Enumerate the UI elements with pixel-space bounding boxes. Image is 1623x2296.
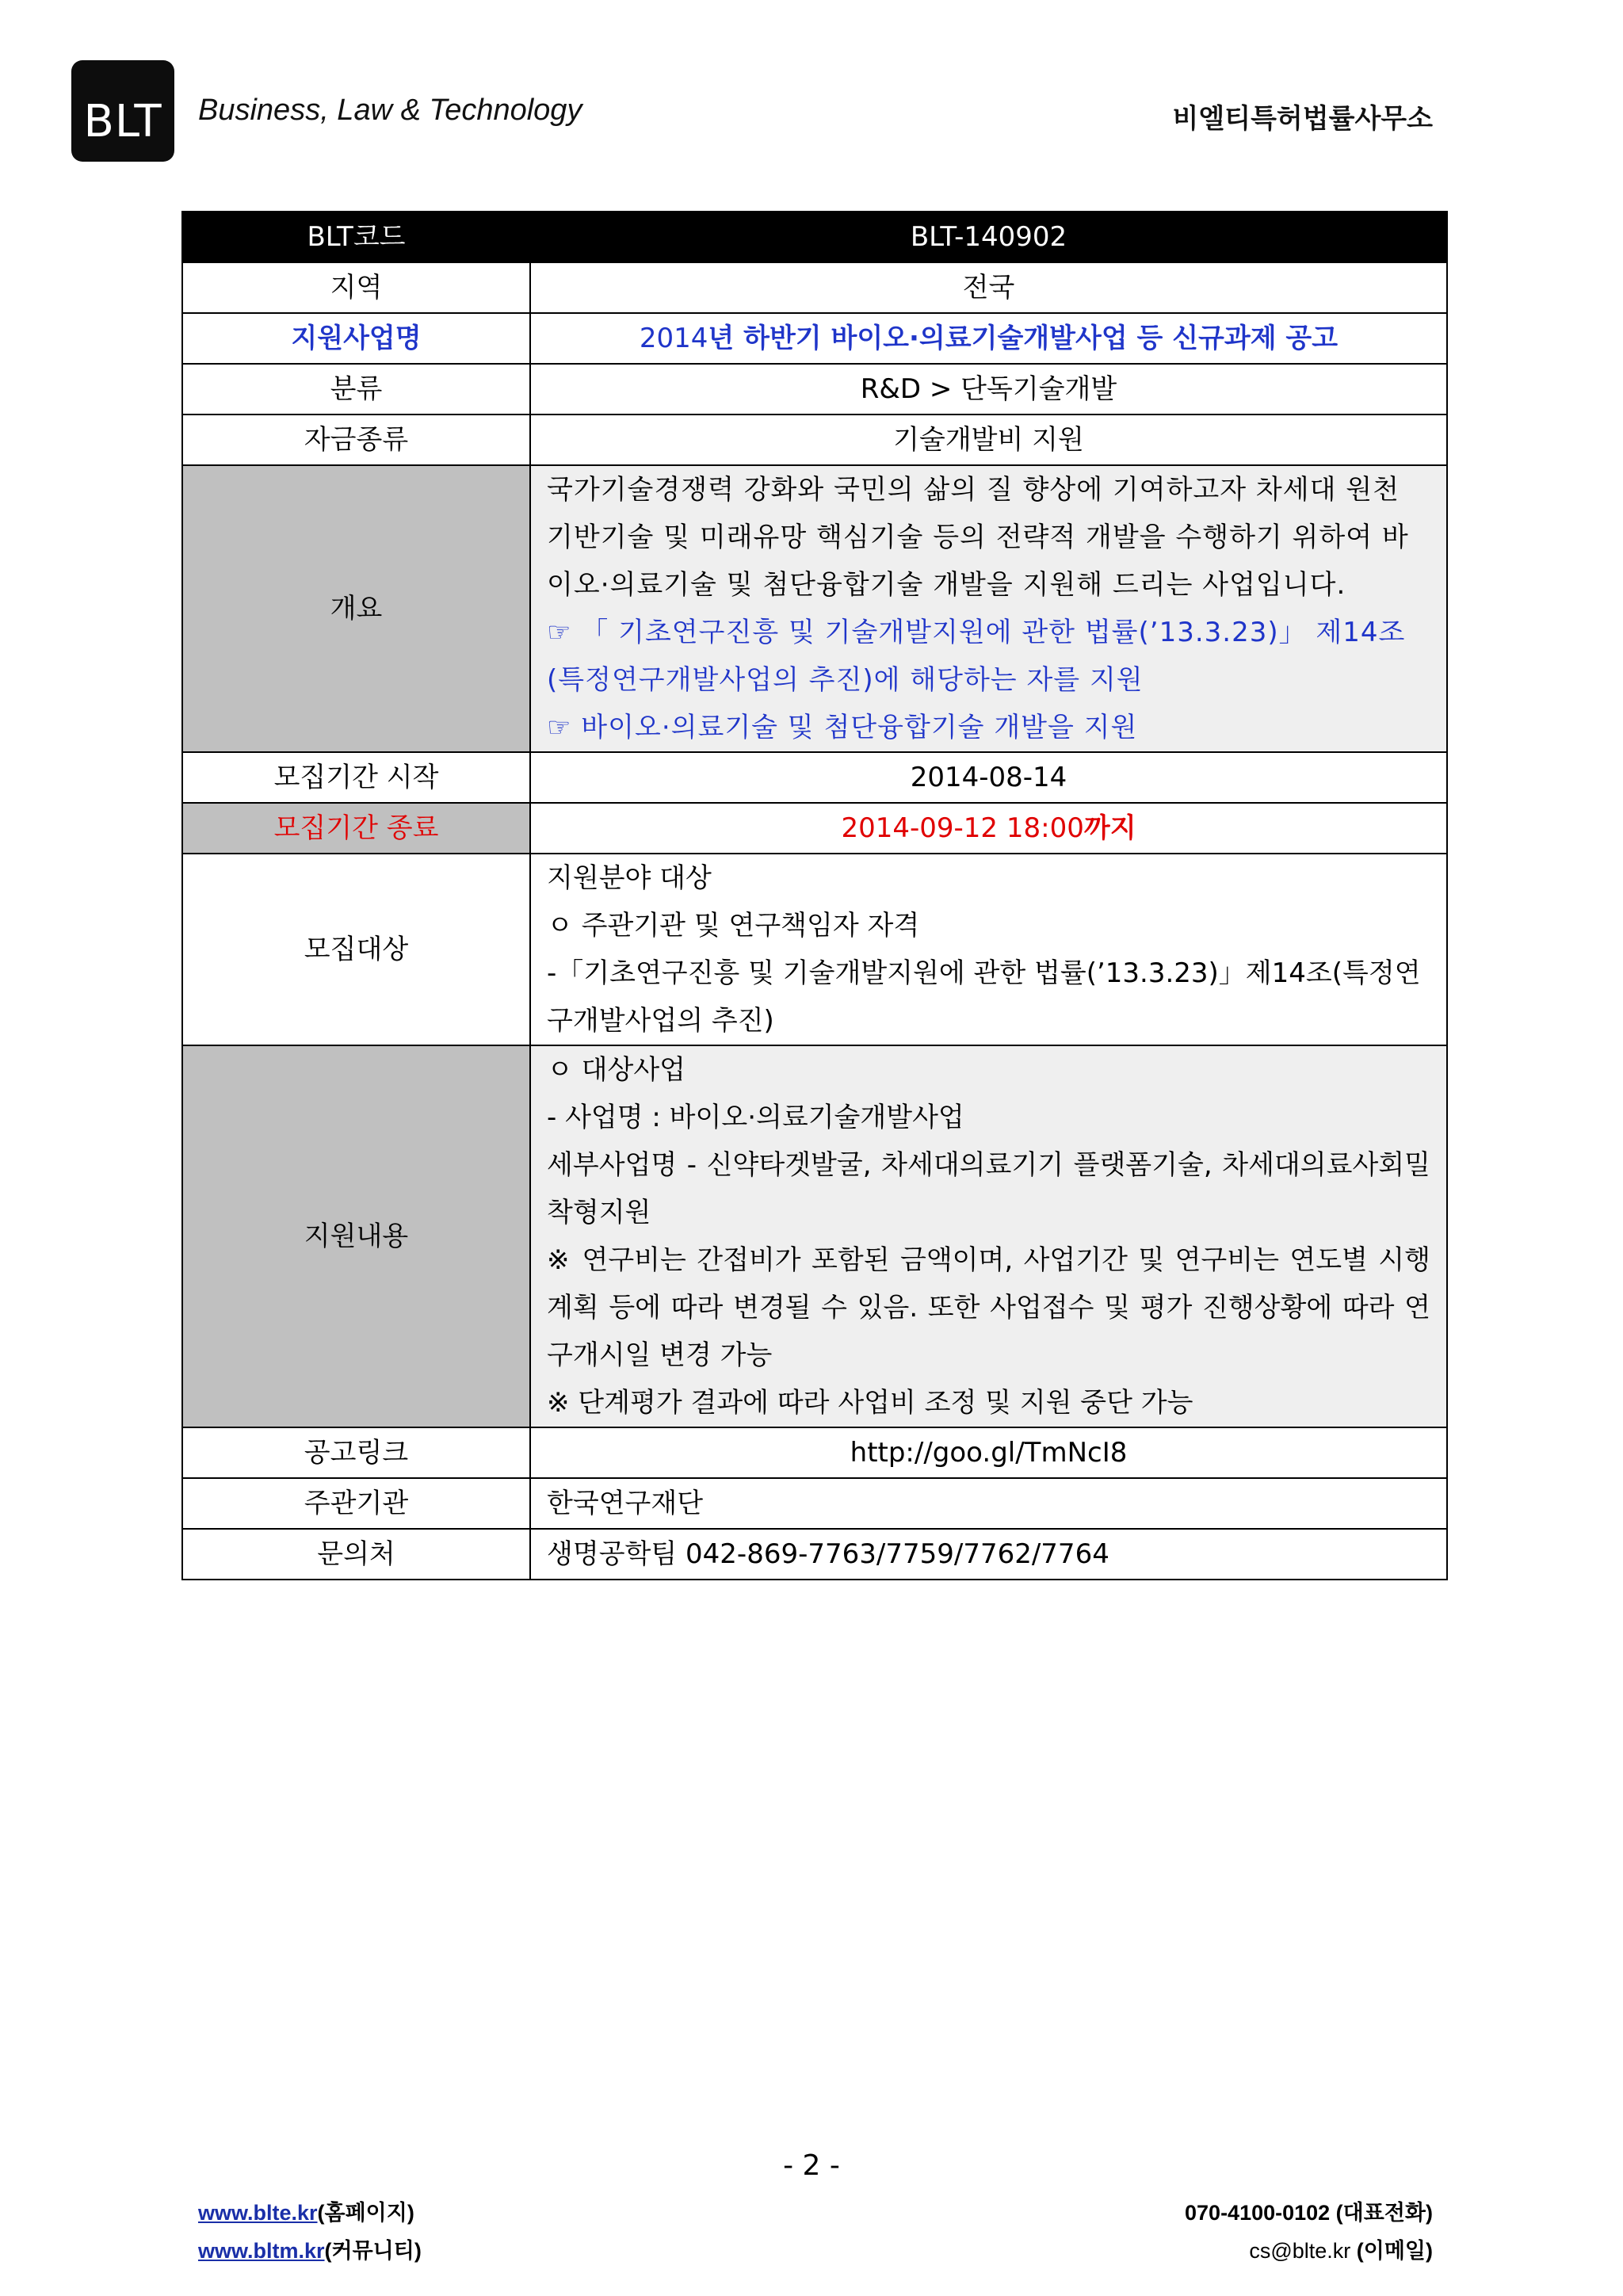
category-value: R&D > 단독기술개발 (530, 364, 1447, 415)
homepage-label: (홈페이지) (317, 2201, 414, 2225)
code-label: BLT코드 (182, 212, 530, 262)
announcement-link[interactable]: http://goo.gl/TmNcI8 (530, 1427, 1447, 1478)
start-value: 2014-08-14 (530, 752, 1447, 803)
end-date: 2014-09-12 18:00 (841, 812, 1084, 844)
firm-name: 비엘티특허법률사무소 (1172, 103, 1433, 135)
link-label: 공고링크 (182, 1427, 530, 1478)
table-row (182, 803, 1447, 854)
tagline: Business, Law & Technology (198, 94, 582, 127)
page-number: - 2 - (783, 2149, 840, 2182)
table-row (182, 313, 1447, 364)
content-line: ※ 연구비는 간접비가 포함된 금액이며, 사업기간 및 연구비는 연도별 시행계획 등에 따라 변경될 수 있음. 또한 사업접수 및 평가 진행상황에 따라 연구개시일 변경 가능 (547, 1244, 1430, 1371)
table-row (182, 212, 1447, 262)
overview-label: 개요 (182, 465, 530, 752)
table-row (182, 752, 1447, 803)
table-row (182, 1045, 1447, 1427)
footer-community (198, 2233, 422, 2264)
program-value (530, 313, 1447, 364)
target-value (530, 854, 1447, 1045)
end-value (530, 803, 1447, 854)
footer-phone: 070-4100-0102 (대표전화) (1185, 2201, 1433, 2225)
fund-label: 자금종류 (182, 415, 530, 465)
logo-text: BLT (83, 96, 162, 147)
content-label: 지원내용 (182, 1045, 530, 1427)
program-label: 지원사업명 (182, 313, 530, 364)
content-line: ※ 단계평가 결과에 따라 사업비 조정 및 지원 중단 가능 (547, 1387, 1193, 1419)
region-value: 전국 (530, 262, 1447, 313)
overview-value (530, 465, 1447, 752)
overview-text: 국가기술경쟁력 강화와 국민의 삶의 질 향상에 기여하고자 차세대 원천 기반기술 및 미래유망 핵심기술 등의 전략적 개발을 수행하기 위하여 바이오·의료기술 및 첨단융합기술 개발을 지원해 드리는 사업입니다. (547, 474, 1409, 601)
table-row (182, 465, 1447, 752)
table-row (182, 1427, 1447, 1478)
table-row (182, 1529, 1447, 1580)
end-label: 모집기간 종료 (182, 803, 530, 854)
program-info-table (181, 211, 1448, 1580)
contact-value: 생명공학팀 042-869-7763/7759/7762/7764 (530, 1529, 1447, 1580)
content-line: ㅇ 대상사업 (547, 1054, 686, 1086)
overview-note-law: ☞ 「 기초연구진흥 및 기술개발지원에 관한 법률(’13.3.23)」 제14조(특정연구개발사업의 추진)에 해당하는 자를 지원 (547, 617, 1406, 696)
footer-homepage (198, 2195, 414, 2226)
target-line: -「기초연구진흥 및 기술개발지원에 관한 법률(’13.3.23)」제14조(특정연구개발사업의 추진) (547, 957, 1421, 1037)
target-line: 지원분야 대상 (547, 862, 712, 894)
org-value: 한국연구재단 (530, 1478, 1447, 1529)
program-title: 년 하반기 바이오·의료기술개발사업 등 신규과제 공고 (708, 323, 1338, 354)
community-link[interactable]: www.bltm.kr (198, 2239, 325, 2263)
community-label: (커뮤니티) (324, 2239, 422, 2263)
footer-email (1249, 2233, 1433, 2264)
table-row (182, 854, 1447, 1045)
table-row (182, 364, 1447, 415)
code-value: BLT-140902 (530, 212, 1447, 262)
table-row (182, 262, 1447, 313)
category-label: 분류 (182, 364, 530, 415)
content-line: 세부사업명 - 신약타겟발굴, 차세대의료기기 플랫폼기술, 차세대의료사회밀착형지원 (547, 1149, 1430, 1228)
email-label: (이메일) (1350, 2239, 1433, 2263)
overview-note-support: ☞ 바이오·의료기술 및 첨단융합기술 개발을 지원 (547, 712, 1138, 743)
content-line: - 사업명 : 바이오·의료기술개발사업 (547, 1102, 964, 1133)
fund-value: 기술개발비 지원 (530, 415, 1447, 465)
blt-logo (71, 60, 174, 162)
contact-label: 문의처 (182, 1529, 530, 1580)
program-year: 2014 (639, 323, 708, 354)
email-address[interactable]: cs@blte.kr (1249, 2239, 1351, 2263)
content-value (530, 1045, 1447, 1427)
table-row (182, 415, 1447, 465)
org-label: 주관기관 (182, 1478, 530, 1529)
end-suffix: 까지 (1083, 812, 1136, 844)
start-label: 모집기간 시작 (182, 752, 530, 803)
homepage-link[interactable]: www.blte.kr (198, 2201, 318, 2225)
target-line: ㅇ 주관기관 및 연구책임자 자격 (547, 910, 920, 942)
target-label: 모집대상 (182, 854, 530, 1045)
table-row (182, 1478, 1447, 1529)
region-label: 지역 (182, 262, 530, 313)
